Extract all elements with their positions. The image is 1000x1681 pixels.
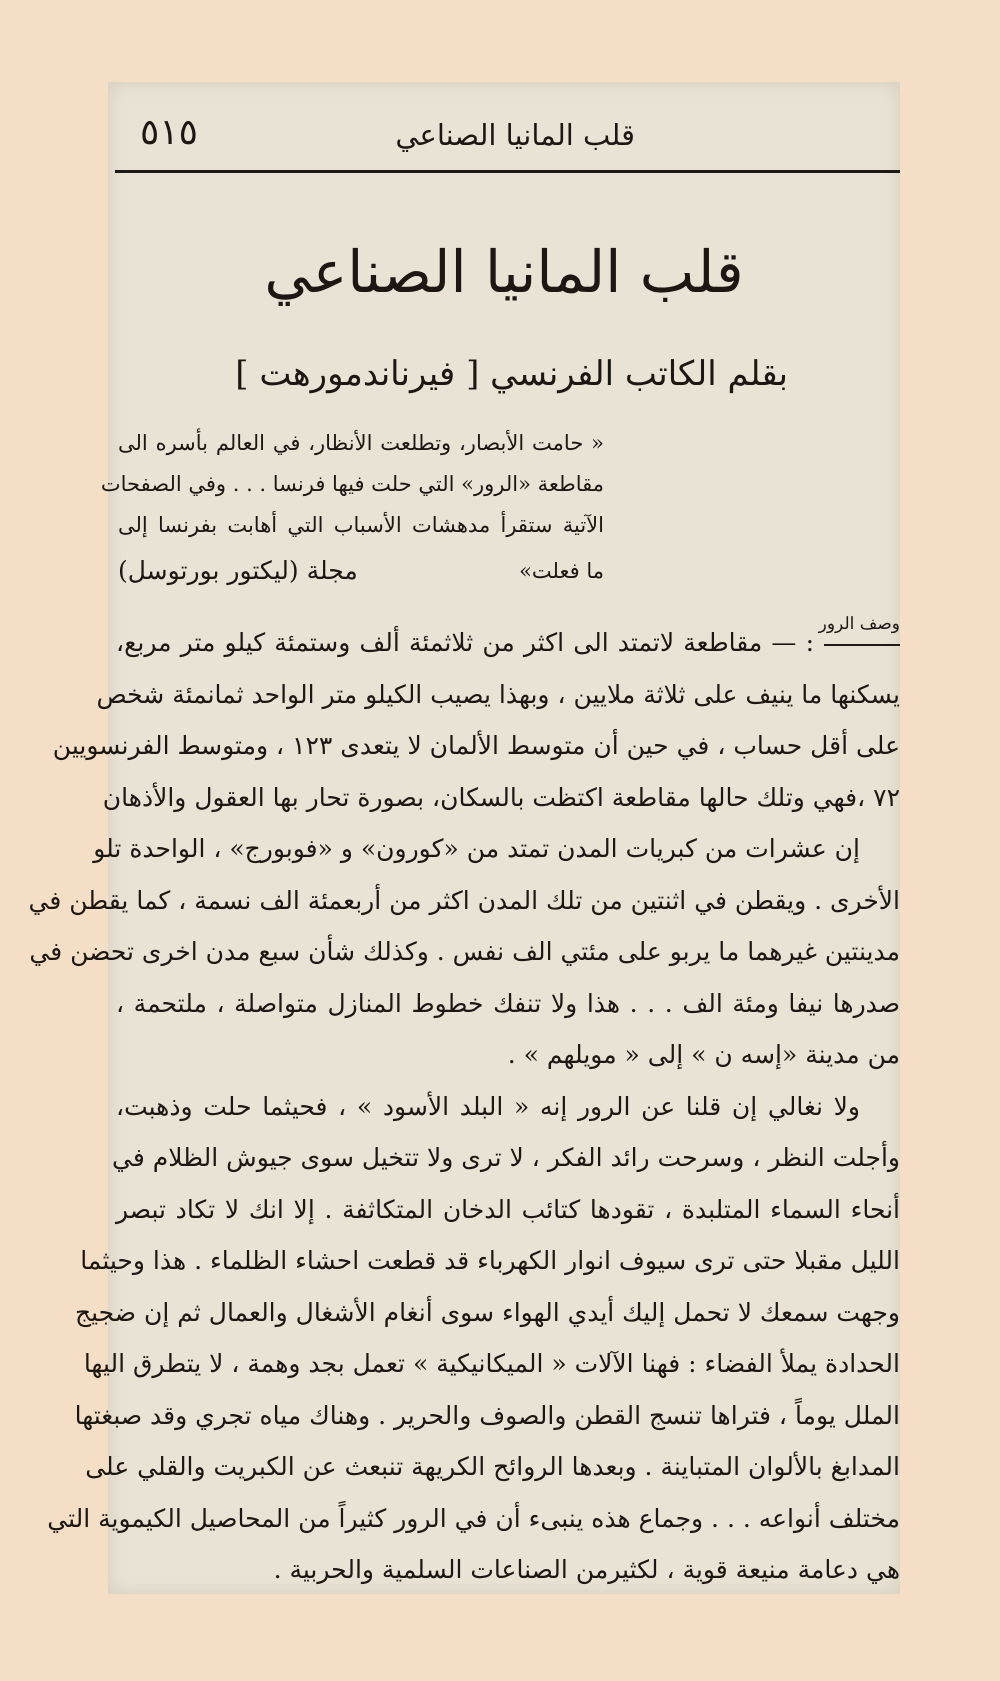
article-body: [28, 617, 900, 1596]
section-margin-label: وصف الرور: [824, 614, 900, 646]
body-line: مدينتين غيرهما ما يربو على مئتي الف نفس . وكذلك شأن سبع مدن اخرى تحضن في: [29, 937, 900, 966]
body-line: المدابغ بالألوان المتباينة . وبعدها الروائح الكريهة تنبعث عن الكبريت والقلي على: [85, 1452, 900, 1481]
body-line: ولا نغالي إن قلنا عن الرور إنه « البلد الأسود » ، فحيثما حلت وذهبت،: [116, 1091, 860, 1121]
header-rule: [115, 170, 900, 173]
body-line: الأخرى . ويقطن في اثنتين من تلك المدن اكثر من أربعمئة الف نسمة ، كما يقطن في: [28, 885, 900, 915]
body-line: وجهت سمعك لا تحمل إليك أيدي الهواء سوى أنغام الأشغال والعمال ثم إن ضجيج: [74, 1297, 900, 1327]
body-line: من مدينة «إسه ن » إلى « مويلهم » .: [507, 1040, 900, 1069]
article-title: قلب المانيا الصناعي: [264, 238, 744, 306]
page-number: ٥١٥: [140, 112, 199, 153]
body-line: صدرها نيفا ومئة الف . . . هذا ولا تنفك خطوط المنازل متواصلة ، ملتحمة ،: [116, 988, 900, 1018]
body-line: الملل يوماً ، فتراها تنسج القطن والصوف والحرير . وهناك مياه تجري وقد صبغتها: [74, 1400, 900, 1430]
article-byline: بقلم الكاتب الفرنسي [ فيرناندمورهت ]: [235, 354, 788, 394]
body-line: الحدادة يملأ الفضاء : فهنا الآلات « الميكانيكية » تعمل بجد وهمة ، لا يتطرق اليها: [83, 1349, 900, 1378]
body-line: هي دعامة منيعة قوية ، لكثيرمن الصناعات السلمية والحربية .: [273, 1555, 900, 1584]
body-line: الليل مقبلا حتى ترى سيوف انوار الكهرباء قد قطعت احشاء الظلماء . هذا وحيثما: [80, 1246, 900, 1275]
body-line: مختلف أنواعه . . . وجماع هذه ينبىء أن في الرور كثيراً من المحاصيل الكيموية التي: [47, 1503, 900, 1533]
quote-source: مجلة (ليكتور بورتوسل): [118, 556, 358, 585]
quote-line: « حامت الأبصار، وتطلعت الأنظار، في العالم بأسره الى: [118, 431, 604, 455]
page-header: [115, 112, 635, 162]
epigraph-quote: [100, 423, 604, 596]
running-title: قلب المانيا الصناعي: [395, 118, 635, 152]
body-line: ٧٢ ،فهي وتلك حالها مقاطعة اكتظت بالسكان، بصورة تحار بها العقول والأذهان: [102, 782, 900, 812]
quote-last-line: [118, 546, 604, 596]
quote-line: مقاطعة «الرور» التي حلت فيها فرنسا . . . وفي الصفحات: [100, 472, 604, 496]
body-line: أنحاء السماء المتلبدة ، تقودها كتائب الدخان المتكاثفة . إلا انك لا تكاد تبصر: [116, 1194, 900, 1224]
quote-line: الآتية ستقرأ مدهشات الأسباب التي أهابت بفرنسا إلى: [118, 513, 604, 537]
body-line: على أقل حساب ، في حين أن متوسط الألمان لا يتعدى ١٢٣ ، ومتوسط الفرنسويين: [52, 731, 900, 760]
body-line: إن عشرات من كبريات المدن تمتد من «كورون» و «فوبورج» ، الواحدة تلو: [93, 834, 860, 863]
quote-ending: ما فعلت»: [519, 559, 604, 583]
body-line: : — مقاطعة لاتمتد الى اكثر من ثلاثمئة ألف وستمئة كيلو متر مربع،: [116, 628, 814, 657]
body-line: وأجلت النظر ، وسرحت رائد الفكر ، لا ترى ولا تتخيل سوى جيوش الظلام في: [112, 1143, 900, 1172]
body-line: يسكنها ما ينيف على ثلاثة ملايين ، وبهذا يصيب الكيلو متر الواحد ثمانمئة شخص: [96, 679, 900, 709]
